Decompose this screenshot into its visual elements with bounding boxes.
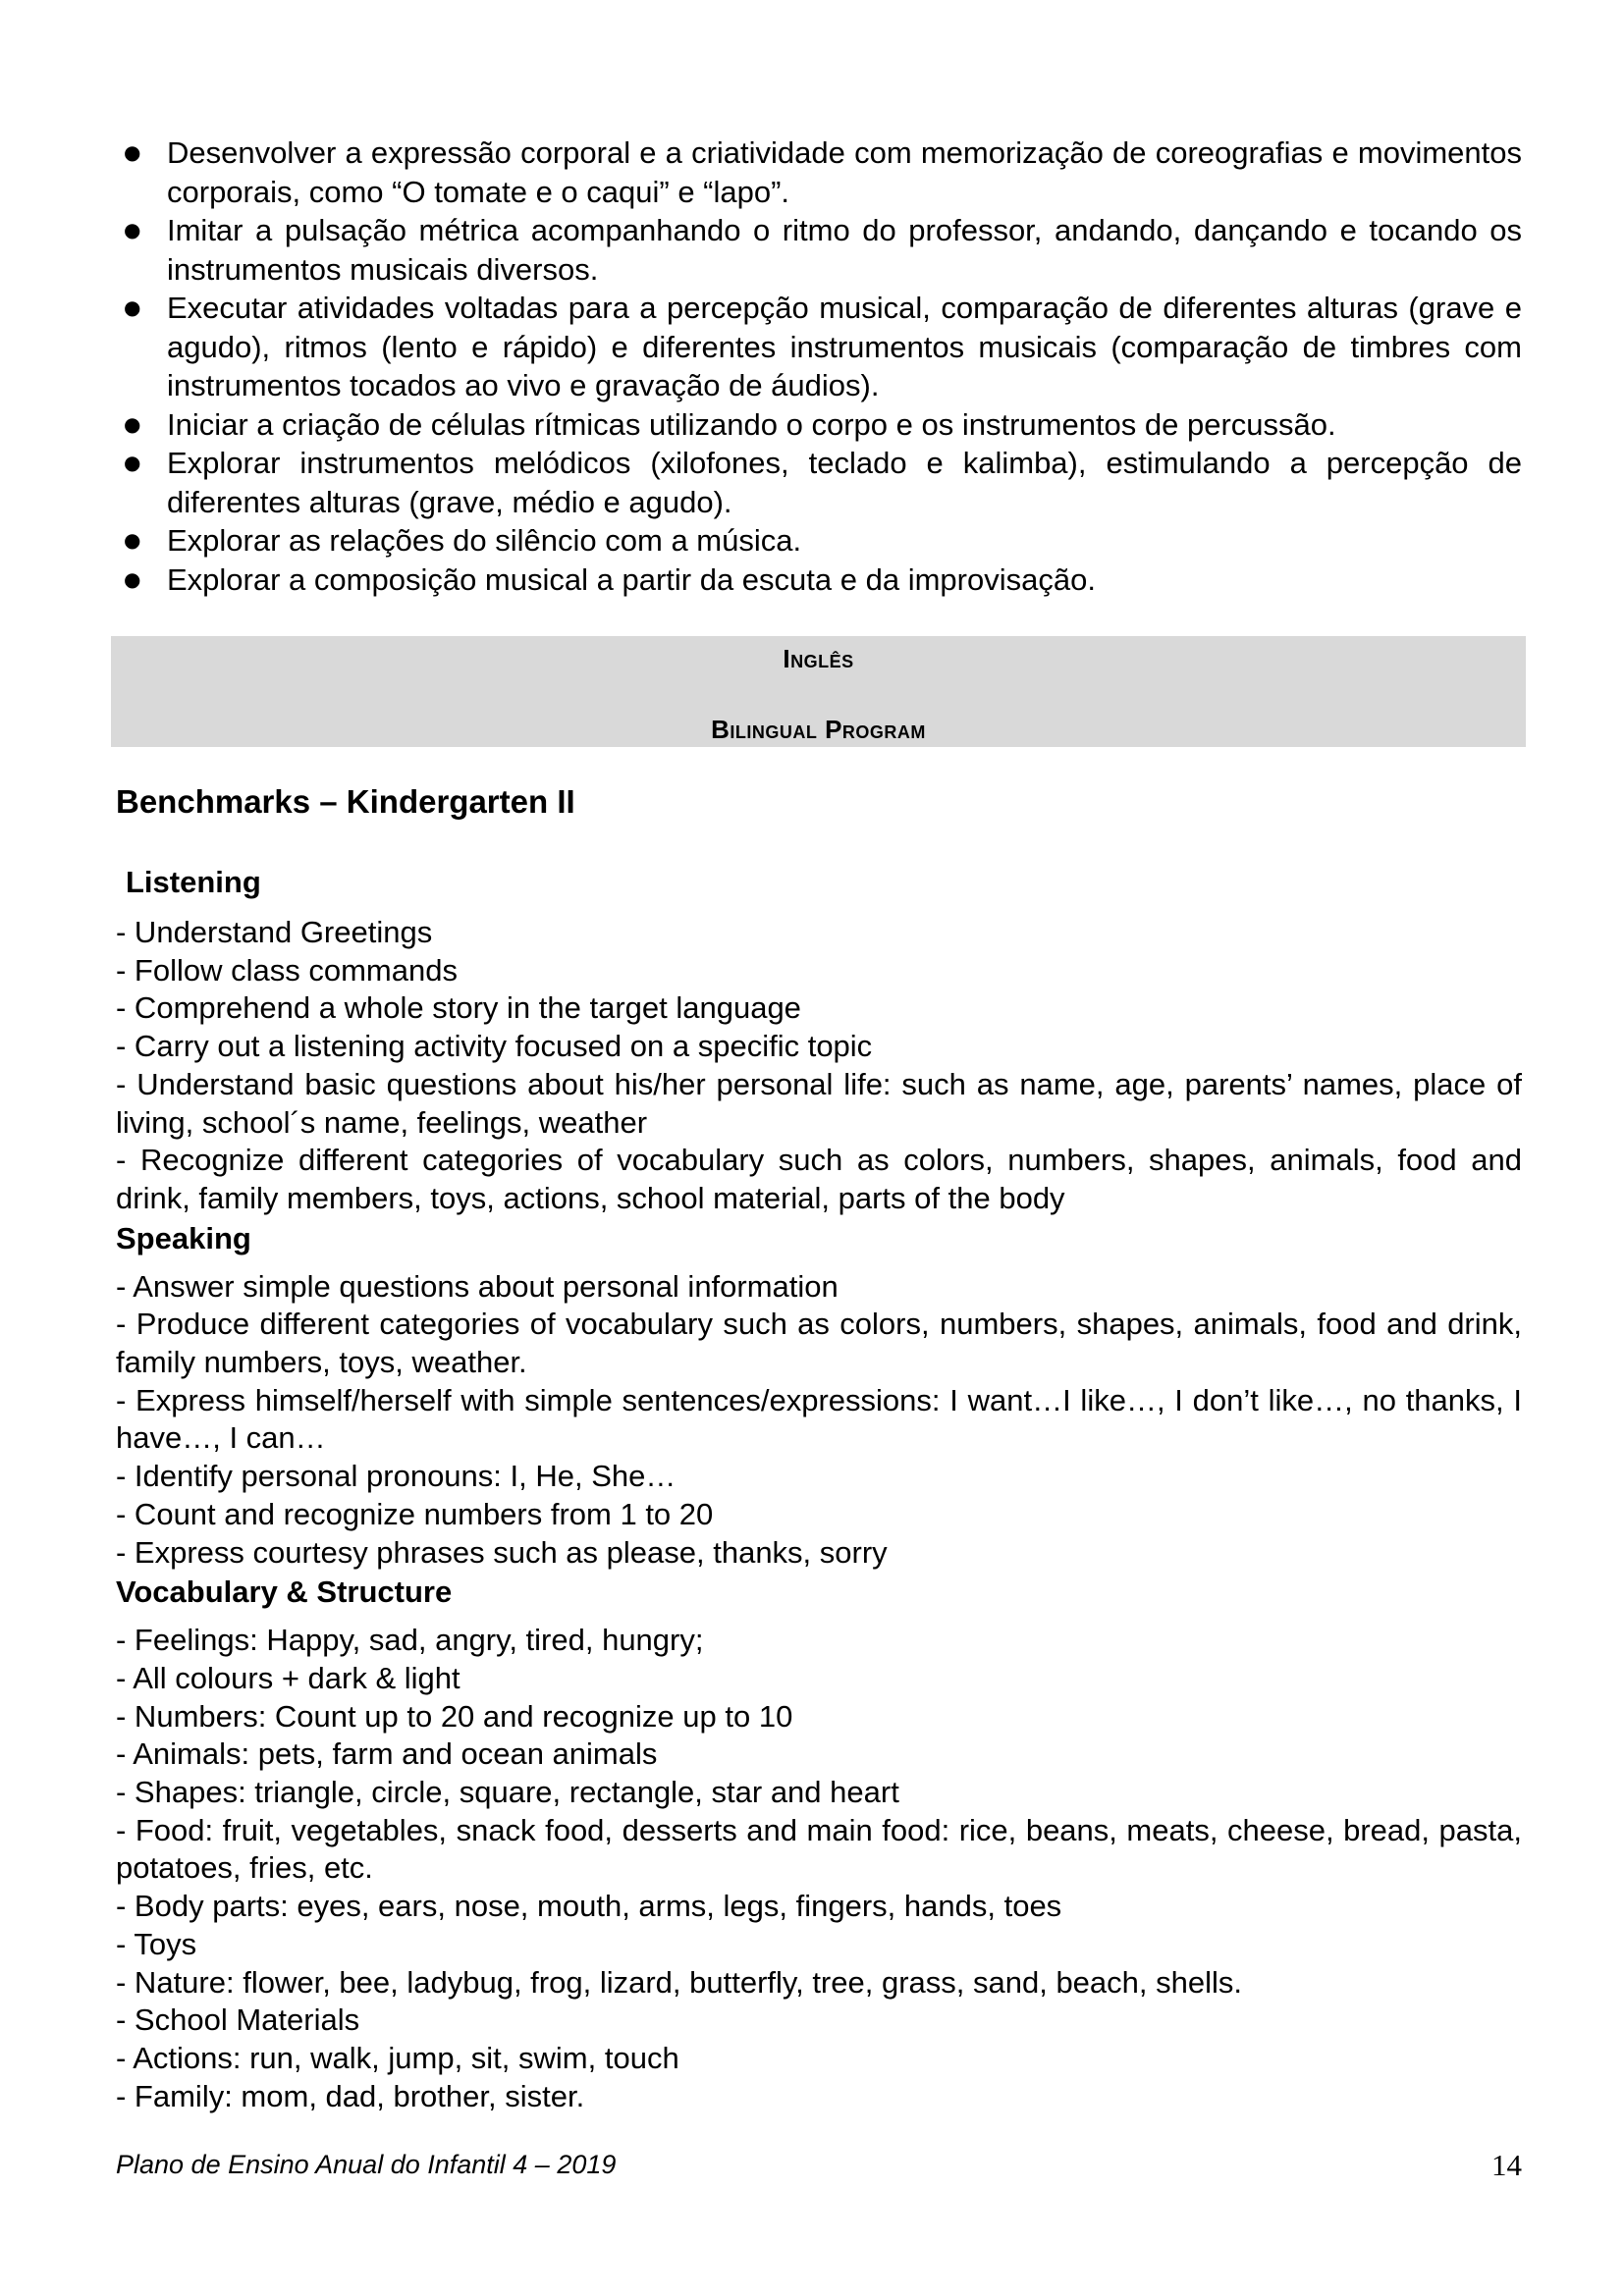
section-title: Vocabulary & Structure: [116, 1575, 453, 1610]
list-item: - Recognize different categories of vocabulary such as colors, numbers, shapes, animals, food and drink, family members, toys, actions, school material, parts of the body: [116, 1143, 1522, 1215]
bullet-icon: ●: [124, 411, 141, 436]
bullet-icon: ●: [124, 451, 141, 474]
list-item: [116, 289, 1522, 405]
list-item: [116, 211, 1522, 289]
list-item-text: Explorar a composição musical a partir da escuta e da improvisação.: [167, 561, 1096, 597]
list-item: - Feelings: Happy, sad, angry, tired, hungry;: [116, 1623, 704, 1658]
page-number: 14: [1491, 2148, 1522, 2182]
section-title: Speaking: [116, 1220, 251, 1255]
list-item: - Follow class commands: [116, 952, 458, 988]
list-item: [116, 561, 1522, 600]
list-item: - Comprehend a whole story in the target language: [116, 990, 801, 1026]
list-item: [116, 133, 1522, 211]
section-speaking: [116, 1218, 1522, 1573]
list-item: - Identify personal pronouns: I, He, She…: [116, 1459, 677, 1494]
list-item: - Animals: pets, farm and ocean animals: [116, 1736, 658, 1772]
section-title: Listening: [126, 865, 261, 899]
list-item: - Body parts: eyes, ears, nose, mouth, arms, legs, fingers, hands, toes: [116, 1889, 1062, 1924]
section-listening: [116, 862, 1522, 1218]
list-item-text: Explorar instrumentos melódicos (xilofones, teclado e kalimba), estimulando a percepção de diferentes alturas (grave, médio e agudo).: [167, 446, 1522, 519]
list-item: - Shapes: triangle, circle, square, rectangle, star and heart: [116, 1775, 899, 1810]
bullet-icon: ●: [124, 528, 141, 552]
subject-banner: [111, 636, 1526, 747]
list-item: - Actions: run, walk, jump, sit, swim, touch: [116, 2040, 679, 2075]
bullet-icon: ●: [124, 295, 141, 319]
list-item: - Toys: [116, 1926, 197, 1961]
list-item: - Food: fruit, vegetables, snack food, desserts and main food: rice, beans, meats, cheese, bread, pasta, potatoes, fries, etc.: [116, 1812, 1522, 1886]
list-item: - Family: mom, dad, brother, sister.: [116, 2078, 585, 2113]
list-item: - Understand basic questions about his/her personal life: such as name, age, parents’ names, place of living, school´s name, feelings, weather: [116, 1066, 1522, 1140]
list-item: - Carry out a listening activity focused on a specific topic: [116, 1029, 873, 1064]
list-item-text: Executar atividades voltadas para a percepção musical, comparação de diferentes alturas (grave e agudo), ritmos (lento e rápido) e diferentes instrumentos musicais (comparação de timbres com instrumentos tocados ao vivo e gravação de áudios).: [167, 291, 1522, 402]
list-item: - Numbers: Count up to 20 and recognize up to 10: [116, 1698, 793, 1734]
benchmarks-sections: [116, 862, 1522, 2115]
banner-program-title: Bilingual Program: [711, 715, 926, 744]
list-item: - Answer simple questions about personal information: [116, 1268, 839, 1304]
benchmarks-heading: Benchmarks – Kindergarten II: [116, 783, 575, 820]
bullet-icon: ●: [124, 218, 141, 241]
footer-document-title: Plano de Ensino Anual do Infantil 4 – 2019: [116, 2150, 617, 2179]
banner-subject-title: Inglês: [783, 644, 854, 673]
objectives-list: [116, 133, 1522, 599]
bullet-icon: ●: [124, 140, 141, 164]
list-item: [116, 405, 1522, 445]
list-item: - Express himself/herself with simple sentences/expressions: I want…I like…, I don’t like…, no thanks, I have…, I can…: [116, 1382, 1522, 1456]
list-item: - All colours + dark & light: [116, 1660, 460, 1695]
list-item: [116, 444, 1522, 521]
bullet-icon: ●: [124, 566, 141, 591]
section-vocabulary-structure: [116, 1572, 1522, 2115]
list-item-text: Imitar a pulsação métrica acompanhando o ritmo do professor, andando, dançando e tocando os instrumentos musicais diversos.: [167, 213, 1522, 287]
list-item: - Produce different categories of vocabulary such as colors, numbers, shapes, animals, food and drink, family numbers, toys, weather.: [116, 1307, 1522, 1380]
list-item-text: Iniciar a criação de células rítmicas utilizando o corpo e os instrumentos de percussão.: [167, 406, 1336, 442]
list-item: - Express courtesy phrases such as please, thanks, sorry: [116, 1534, 888, 1570]
list-item: - Nature: flower, bee, ladybug, frog, lizard, butterfly, tree, grass, sand, beach, shells.: [116, 1964, 1242, 2000]
list-item: - School Materials: [116, 2002, 360, 2038]
list-item-text: Desenvolver a expressão corporal e a criatividade com memorização de coreografias e movimentos corporais, como “O tomate e o caqui” e “lapo”.: [167, 135, 1522, 209]
list-item: - Understand Greetings: [116, 915, 433, 949]
list-item-text: Explorar as relações do silêncio com a música.: [167, 523, 802, 558]
list-item: - Count and recognize numbers from 1 to 20: [116, 1496, 714, 1531]
list-item: [116, 521, 1522, 561]
